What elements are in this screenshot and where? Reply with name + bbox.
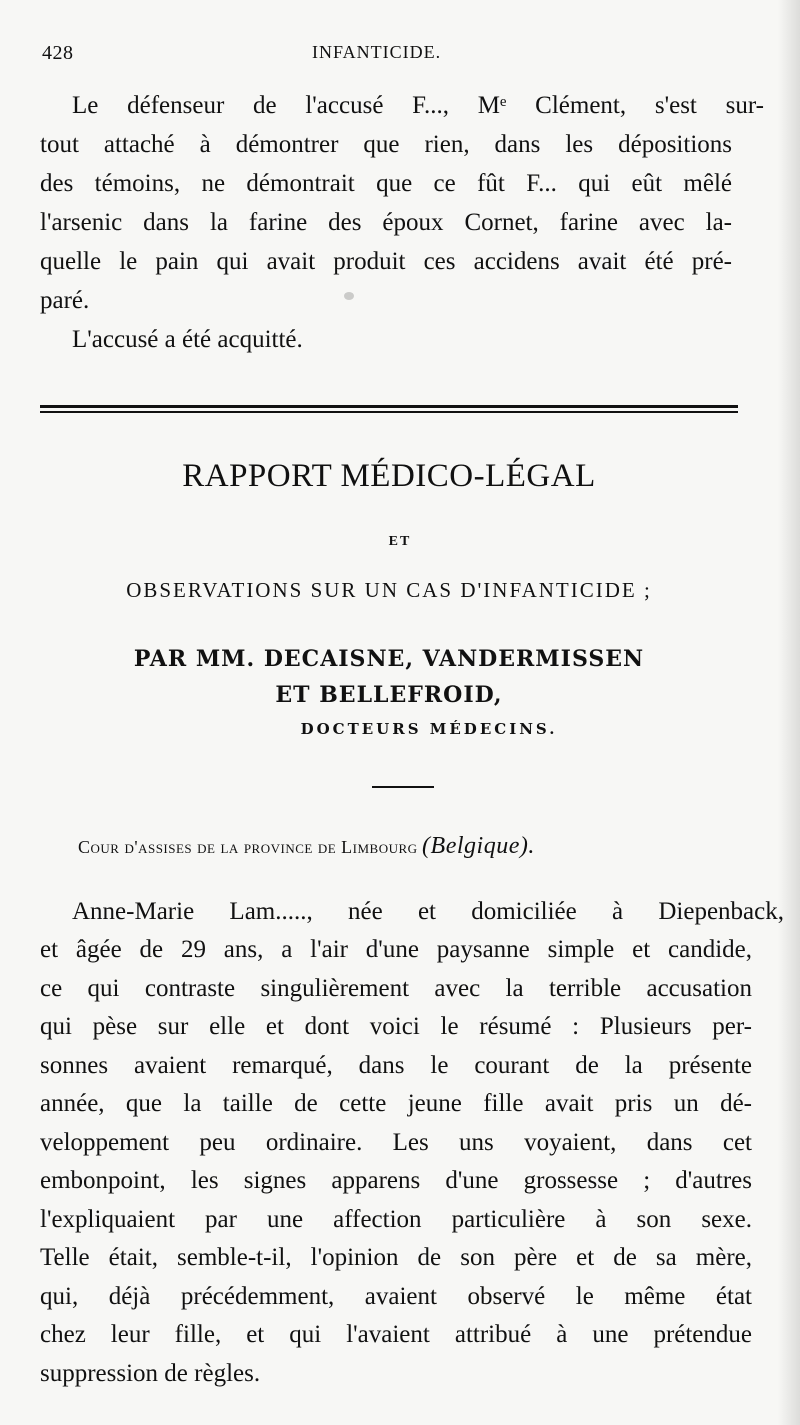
page-edge-shadow xyxy=(778,0,800,1425)
authors-line: ET BELLEFROID, xyxy=(275,682,503,708)
text-line: l'arsenic dans la farine des époux Cornet, farine avec la- xyxy=(40,209,732,236)
text-line: année, que la taille de cette jeune fille avait pris un dé- xyxy=(40,1090,752,1117)
court-name: Cour d'assises de la province de Limbourg xyxy=(78,837,418,857)
court-country: (Belgique). xyxy=(422,833,535,859)
title-conjunction: ET xyxy=(388,534,412,549)
text-line: qui pèse sur elle et dont voici le résumé : Plusieurs per- xyxy=(40,1013,752,1040)
text-line: quelle le pain qui avait produit ces accidens avait été pré- xyxy=(40,248,732,275)
ink-blot-mark xyxy=(344,292,354,300)
text-line: chez leur fille, et qui l'avaient attribué à une prétendue xyxy=(40,1321,752,1348)
short-divider xyxy=(372,786,434,788)
text-line: veloppement peu ordinaire. Les uns voyaient, dans cet xyxy=(40,1129,752,1156)
text-line: paré. xyxy=(40,287,90,314)
authors-line: PAR MM. DECAISNE, VANDERMISSEN xyxy=(133,646,645,672)
text-line: Le défenseur de l'accusé F..., Mᵉ Clément, s'est sur- xyxy=(72,92,764,119)
text-line: embonpoint, les signes apparens d'une grossesse ; d'autres xyxy=(40,1167,752,1194)
text-line: Anne-Marie Lam....., née et domiciliée à Diepenback, xyxy=(72,898,784,925)
text-line: suppression de règles. xyxy=(40,1360,261,1387)
text-line: et âgée de 29 ans, a l'air d'une paysanne simple et candide, xyxy=(40,936,752,963)
section-divider xyxy=(40,405,738,413)
text-line: Telle était, semble-t-il, l'opinion de son père et de sa mère, xyxy=(40,1244,752,1271)
running-title: INFANTICIDE. xyxy=(312,42,442,62)
text-line: ce qui contraste singulièrement avec la terrible accusation xyxy=(40,975,752,1002)
text-line: des témoins, ne démontrait que ce fût F... qui eût mêlé xyxy=(40,170,732,197)
court-heading xyxy=(78,833,738,860)
text-line: l'expliquaient par une affection particulière à son sexe. xyxy=(40,1206,752,1233)
page-header xyxy=(42,42,732,72)
text-line: qui, déjà précédemment, avaient observé le même état xyxy=(40,1283,752,1310)
article-subtitle: OBSERVATIONS SUR UN CAS D'INFANTICIDE ; xyxy=(126,578,652,602)
text-line: tout attaché à démontrer que rien, dans les dépositions xyxy=(40,131,732,158)
authors-role: DOCTEURS MÉDECINS. xyxy=(300,720,558,738)
text-line: sonnes avaient remarqué, dans le courant de la présente xyxy=(40,1052,752,1079)
verdict-line: L'accusé a été acquitté. xyxy=(72,326,303,353)
page-number: 428 xyxy=(42,42,74,64)
article-title: RAPPORT MÉDICO-LÉGAL xyxy=(182,458,596,494)
